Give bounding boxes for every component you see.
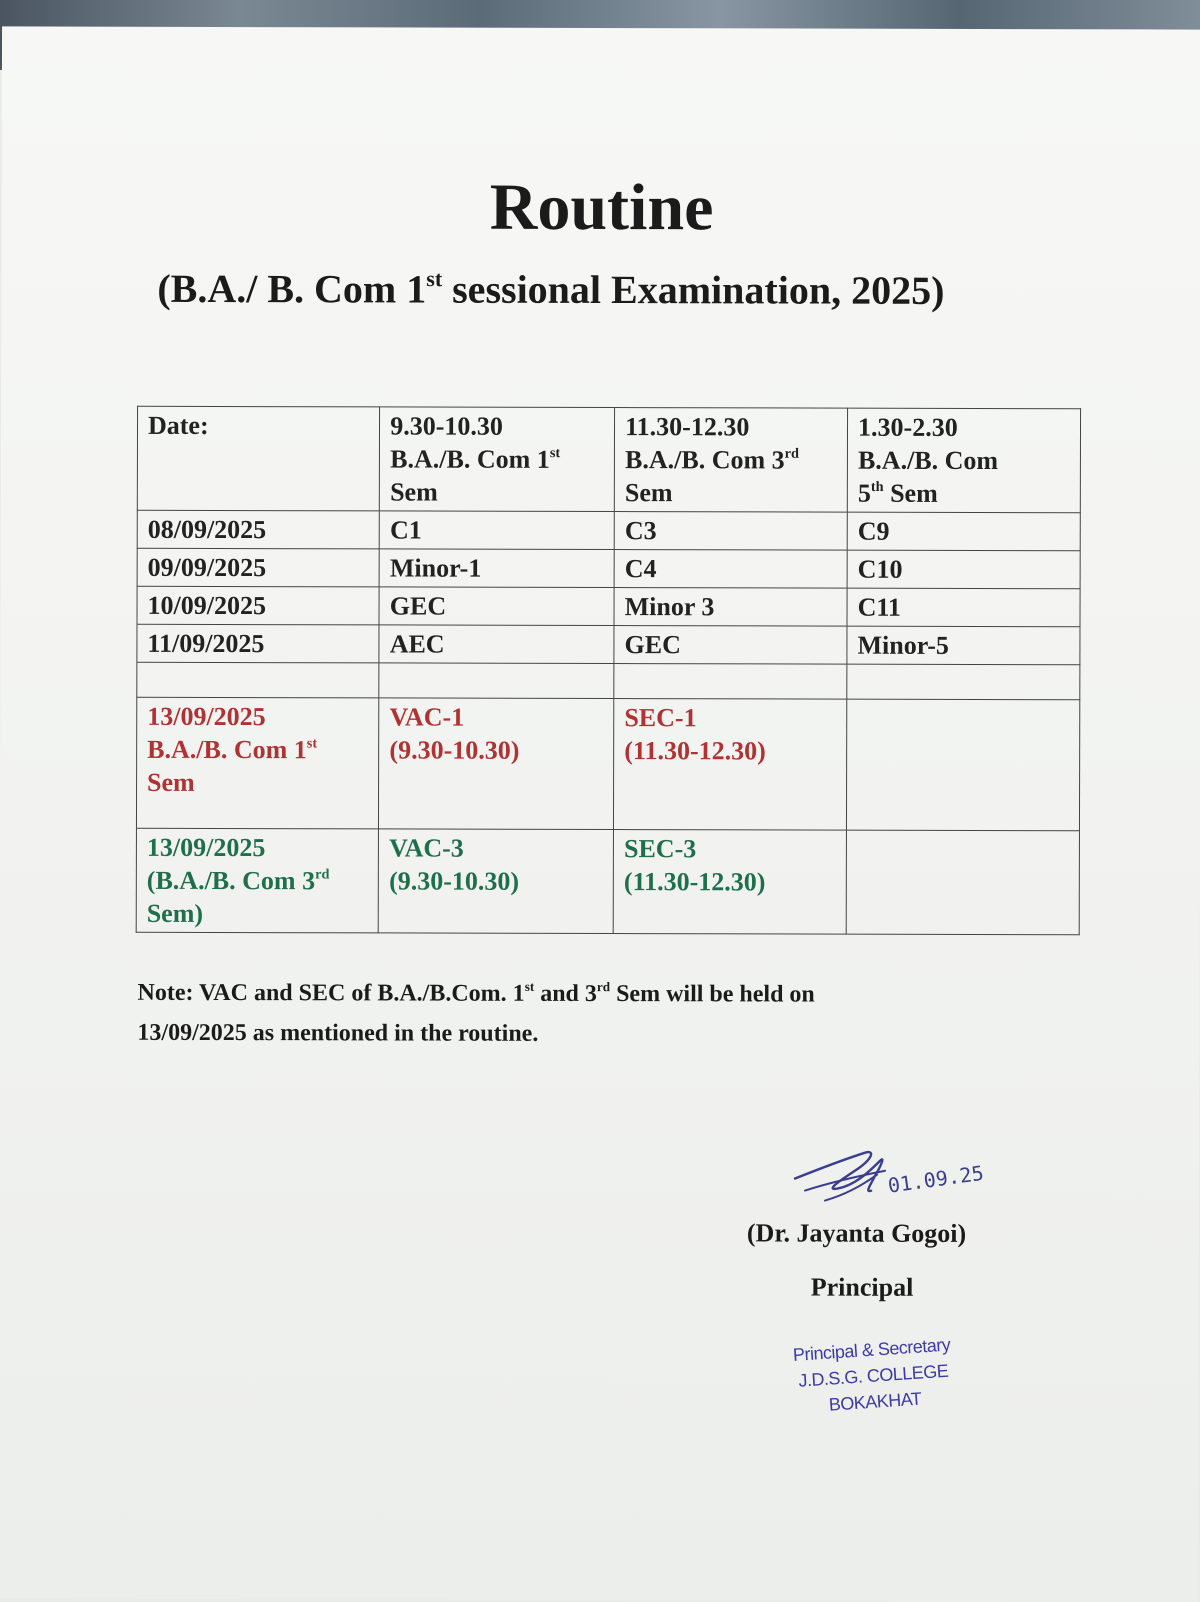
special-1-vac-name: VAC-1: [389, 702, 465, 732]
special-2-vac-cell: [378, 829, 613, 934]
special-1-sem: Sem: [147, 767, 195, 797]
row-paper-slot-2: C3: [614, 512, 847, 551]
empty-row: [137, 662, 1080, 699]
special-row-1st-sem: [136, 697, 1079, 830]
header-date: [137, 406, 380, 511]
row-paper-slot-1: Minor-1: [379, 549, 614, 588]
slot-1-class-text: B.A./B. Com 1: [390, 444, 550, 474]
subtitle-text-end: sessional Examination, 2025): [442, 266, 945, 313]
header-slot-2: [614, 408, 847, 513]
table-row: [137, 548, 1080, 588]
row-date: 09/09/2025: [137, 548, 379, 587]
special-1-class: [147, 733, 368, 767]
slot-2-class-sup: rd: [784, 445, 800, 462]
note-part-2: and 3: [534, 980, 597, 1007]
stamp-line-1: Principal & Secretary: [792, 1334, 951, 1366]
table-row: [137, 624, 1080, 664]
slot-3-class: B.A./B. Com: [857, 445, 999, 476]
row-paper-slot-3: Minor-5: [847, 626, 1080, 665]
header-slot-1: [380, 407, 615, 512]
special-row-3rd-sem: [136, 828, 1079, 934]
document-page: [0, 26, 1200, 1601]
page-title: Routine: [489, 170, 714, 245]
special-1-vac-cell: [379, 698, 614, 830]
subtitle-sup: st: [426, 266, 443, 292]
special-1-sec-time: (11.30-12.30): [624, 736, 766, 766]
table-row: [137, 510, 1080, 550]
special-2-date-cell: [136, 828, 379, 933]
row-paper-slot-2: C4: [614, 550, 847, 589]
table-header-row: [137, 406, 1080, 512]
note-sup-2: rd: [596, 979, 611, 995]
note-part-3: Sem will be held on: [610, 981, 815, 1008]
special-1-date-cell: [136, 697, 379, 829]
empty-cell: [846, 830, 1079, 935]
special-2-class-sup: rd: [315, 866, 330, 883]
slot-1-sem: Sem: [390, 477, 438, 507]
slot-3-time: 1.30-2.30: [858, 412, 958, 442]
slot-2-class: [625, 443, 837, 477]
special-2-sem: Sem): [146, 898, 204, 928]
row-date: 11/09/2025: [137, 624, 379, 663]
note-sup-1: st: [524, 978, 535, 994]
page-subtitle: [157, 265, 944, 314]
signatory-title: Principal: [810, 1272, 914, 1302]
stamp-line-2: J.D.S.G. COLLEGE: [797, 1360, 949, 1391]
row-paper-slot-3: C9: [847, 512, 1080, 551]
stamp-line-3: BOKAKHAT: [828, 1388, 922, 1415]
row-paper-slot-1: C1: [379, 511, 614, 550]
special-2-vac-name: VAC-3: [389, 833, 464, 863]
row-paper-slot-3: C11: [847, 588, 1080, 627]
special-1-sec-name: SEC-1: [624, 703, 697, 733]
empty-cell: [847, 664, 1080, 700]
special-2-class: [147, 864, 368, 898]
subtitle-text: (B.A./ B. Com 1: [157, 265, 427, 312]
special-1-class-sup: st: [306, 735, 318, 752]
special-2-vac-time: (9.30-10.30): [389, 866, 520, 896]
slot-2-sem: Sem: [624, 478, 673, 508]
handwritten-signature: [785, 1130, 1045, 1221]
special-2-class-text: (B.A./B. Com 3: [146, 865, 316, 896]
slot-3-sem: [858, 477, 1070, 511]
official-stamp: [792, 1332, 954, 1420]
slot-1-time: 9.30-10.30: [390, 411, 503, 441]
slot-2-time: 11.30-12.30: [625, 412, 750, 442]
row-paper-slot-2: GEC: [614, 626, 847, 665]
row-date: 10/09/2025: [137, 586, 379, 625]
special-2-date: 13/09/2025: [146, 832, 266, 863]
signature-date: 01.09.25: [886, 1160, 986, 1198]
special-1-sec-cell: [614, 699, 847, 831]
header-slot-3: [847, 408, 1080, 513]
note-line-2: 13/09/2025 as mentioned in the routine.: [137, 1019, 539, 1047]
special-1-date: 13/09/2025: [147, 701, 266, 732]
note-part-1: Note: VAC and SEC of B.A./B.Com. 1: [137, 979, 525, 1007]
row-date: 08/09/2025: [137, 510, 379, 549]
slot-3-sem-num: 5: [857, 478, 871, 508]
row-paper-slot-3: C10: [847, 550, 1080, 589]
slot-1-class-sup: st: [549, 445, 561, 462]
slot-1-class: [390, 442, 604, 476]
slot-3-sem-sup: th: [870, 478, 884, 496]
empty-cell: [137, 662, 379, 698]
row-paper-slot-1: GEC: [379, 587, 614, 626]
row-paper-slot-2: Minor 3: [614, 588, 847, 627]
routine-table: [136, 406, 1081, 935]
special-1-class-text: B.A./B. Com 1: [147, 734, 307, 765]
special-2-sec-name: SEC-3: [623, 834, 697, 864]
special-2-sec-cell: [613, 830, 846, 935]
row-paper-slot-1: AEC: [379, 625, 614, 664]
empty-cell: [379, 663, 614, 699]
empty-cell: [614, 664, 847, 700]
empty-cell: [847, 699, 1080, 831]
slot-3-sem-text: Sem: [883, 478, 938, 508]
table-row: [137, 586, 1080, 626]
slot-2-class-text: B.A./B. Com 3: [624, 445, 785, 475]
header-date-label: Date:: [147, 410, 209, 440]
special-1-vac-time: (9.30-10.30): [389, 735, 520, 765]
signatory-name: (Dr. Jayanta Gogoi): [746, 1218, 967, 1248]
special-2-sec-time: (11.30-12.30): [623, 867, 766, 897]
note-line-1: [137, 973, 1017, 1015]
note-text: [137, 973, 1017, 1055]
